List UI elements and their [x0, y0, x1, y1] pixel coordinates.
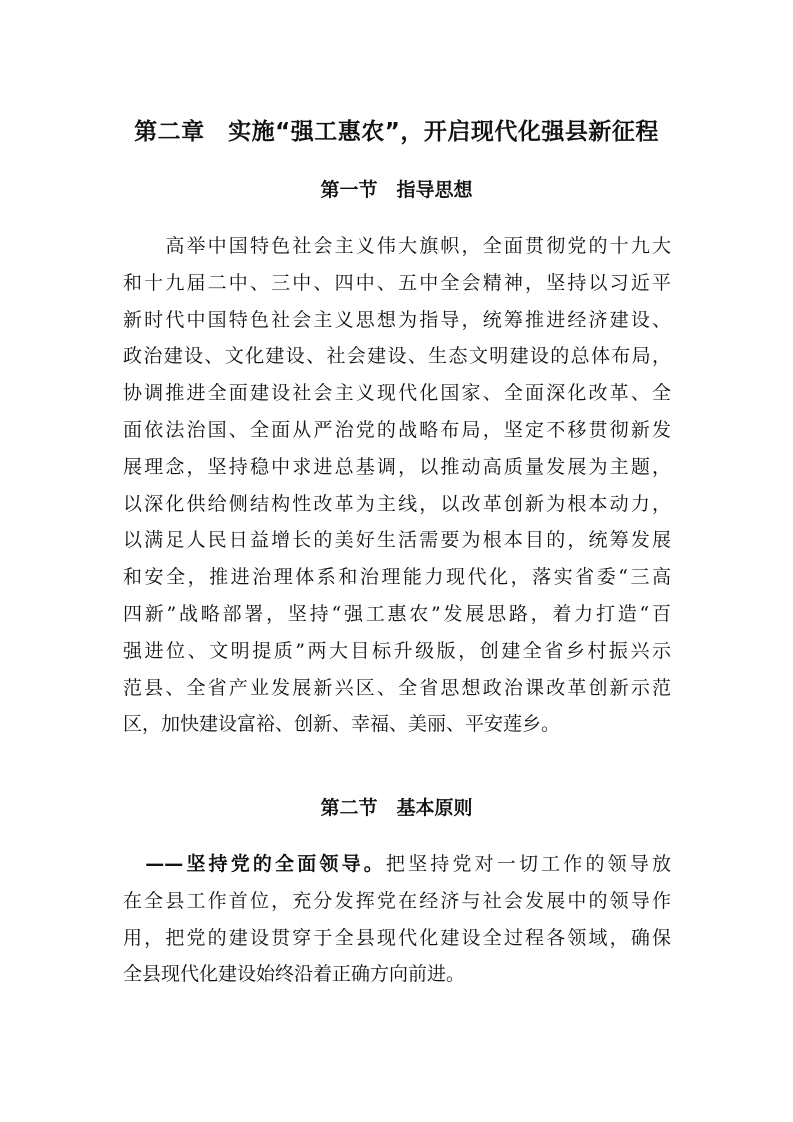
paragraph-line: 新时代中国特色社会主义思想为指导，统筹推进经济建设、: [123, 308, 671, 331]
section-title-basic-principles: 第二节 基本原则: [320, 797, 473, 819]
section-title-guiding-ideology: 第一节 指导思想: [320, 179, 473, 201]
paragraph-guiding-ideology: [123, 228, 671, 743]
paragraph-line: 在全县工作首位，充分发挥党在经济与社会发展中的领导作: [123, 889, 671, 912]
paragraph-line: 范县、全省产业发展新兴区、全省思想政治课改革创新示范: [123, 676, 671, 699]
paragraph-line: 政治建设、文化建设、社会建设、生态文明建设的总体布局，: [123, 345, 671, 368]
paragraph-line: 面依法治国、全面从严治党的战略布局，坚定不移贯彻新发: [123, 418, 671, 441]
principle-lead: ——坚持党的全面领导。: [145, 853, 386, 875]
paragraph-line: [123, 846, 671, 883]
paragraph-line: 和十九届二中、三中、四中、五中全会精神，坚持以习近平: [123, 271, 671, 294]
paragraph-line: 区，加快建设富裕、创新、幸福、美丽、平安莲乡。: [123, 713, 561, 736]
principle-first-line-rest: 把坚持党对一切工作的领导放: [385, 853, 671, 875]
paragraph-line: 用，把党的建设贯穿于全县现代化建设全过程各领域，确保: [123, 926, 671, 949]
paragraph-line: 全县现代化建设始终沿着正确方向前进。: [123, 963, 466, 986]
paragraph-line: 展理念，坚持稳中求进总基调，以推动高质量发展为主题，: [123, 455, 671, 478]
paragraph-line: 四新”战略部署，坚持“强工惠农”发展思路，着力打造“百: [123, 602, 671, 625]
paragraph-line: 协调推进全面建设社会主义现代化国家、全面深化改革、全: [123, 382, 671, 405]
paragraph-line: 高举中国特色社会主义伟大旗帜，全面贯彻党的十九大: [123, 235, 671, 257]
paragraph-line: 以满足人民日益增长的美好生活需要为根本目的，统筹发展: [123, 529, 671, 552]
chapter-title: 第二章 实施“强工惠农”，开启现代化强县新征程: [134, 119, 659, 145]
paragraph-indent: [123, 853, 145, 875]
paragraph-line: 强进位、文明提质”两大目标升级版，创建全省乡村振兴示: [123, 639, 671, 662]
paragraph-principle-party-leadership: [123, 846, 671, 993]
paragraph-line: 和安全，推进治理体系和治理能力现代化，落实省委“三高: [123, 566, 671, 589]
paragraph-line: 以深化供给侧结构性改革为主线，以改革创新为根本动力，: [123, 492, 671, 515]
